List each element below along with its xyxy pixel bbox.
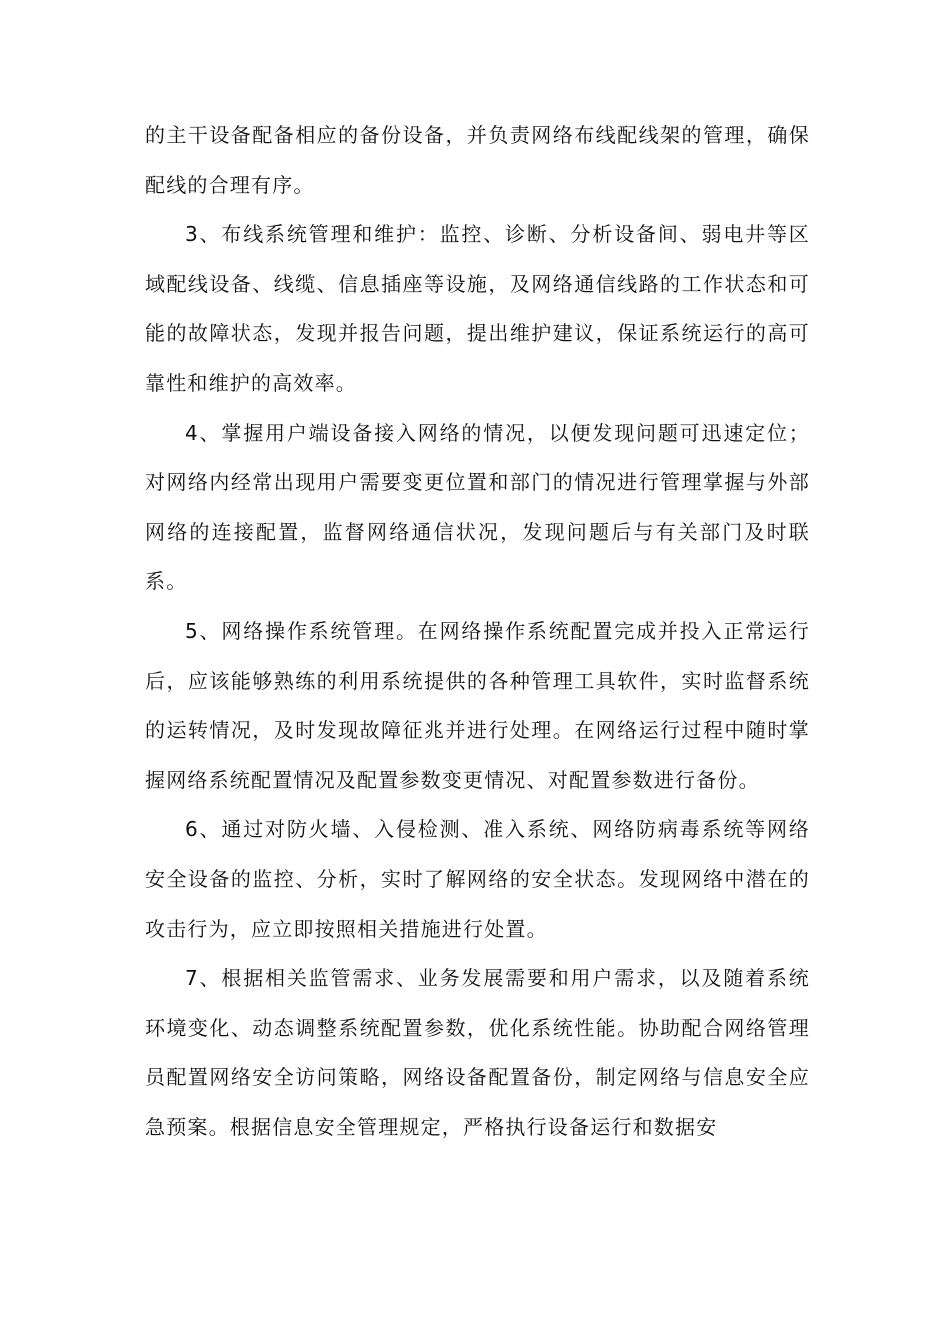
paragraph-continuation: 的主干设备配备相应的备份设备，并负责网络布线配线架的管理，确保配线的合理有序。 (145, 123, 810, 197)
paragraph-item-4: 4、掌握用户端设备接入网络的情况，以便发现问题可迅速定位；对网络内经常出现用户需要变更位置和部门的情况进行管理掌握与外部网络的连接配置，监督网络通信状况，发现问题后与有关部门及时联系。 (145, 420, 810, 594)
paragraph-item-6: 6、通过对防火墙、入侵检测、准入系统、网络防病毒系统等网络安全设备的监控、分析，实时了解网络的安全状态。发现网络中潜在的攻击行为，应立即按照相关措施进行处置。 (145, 817, 810, 941)
paragraph-item-5: 5、网络操作系统管理。在网络操作系统配置完成并投入正常运行后，应该能够熟练的利用系统提供的各种管理工具软件，实时监督系统的运转情况，及时发现故障征兆并进行处理。在网络运行过程中随时掌握网络系统配置情况及配置参数变更情况、对配置参数进行备份。 (145, 618, 810, 792)
paragraph-item-3: 3、布线系统管理和维护：监控、诊断、分析设备间、弱电井等区域配线设备、线缆、信息插座等设施，及网络通信线路的工作状态和可能的故障状态，发现并报告问题，提出维护建议，保证系统运行的高可靠性和维护的高效率。 (145, 222, 810, 395)
document-body (145, 111, 810, 1152)
paragraph-item-7: 7、根据相关监管需求、业务发展需要和用户需求，以及随着系统环境变化、动态调整系统配置参数，优化系统性能。协助配合网络管理员配置网络安全访问策略，网络设备配置备份，制定网络与信息安全应急预案。根据信息安全管理规定，严格执行设备运行和数据安 (145, 966, 810, 1139)
